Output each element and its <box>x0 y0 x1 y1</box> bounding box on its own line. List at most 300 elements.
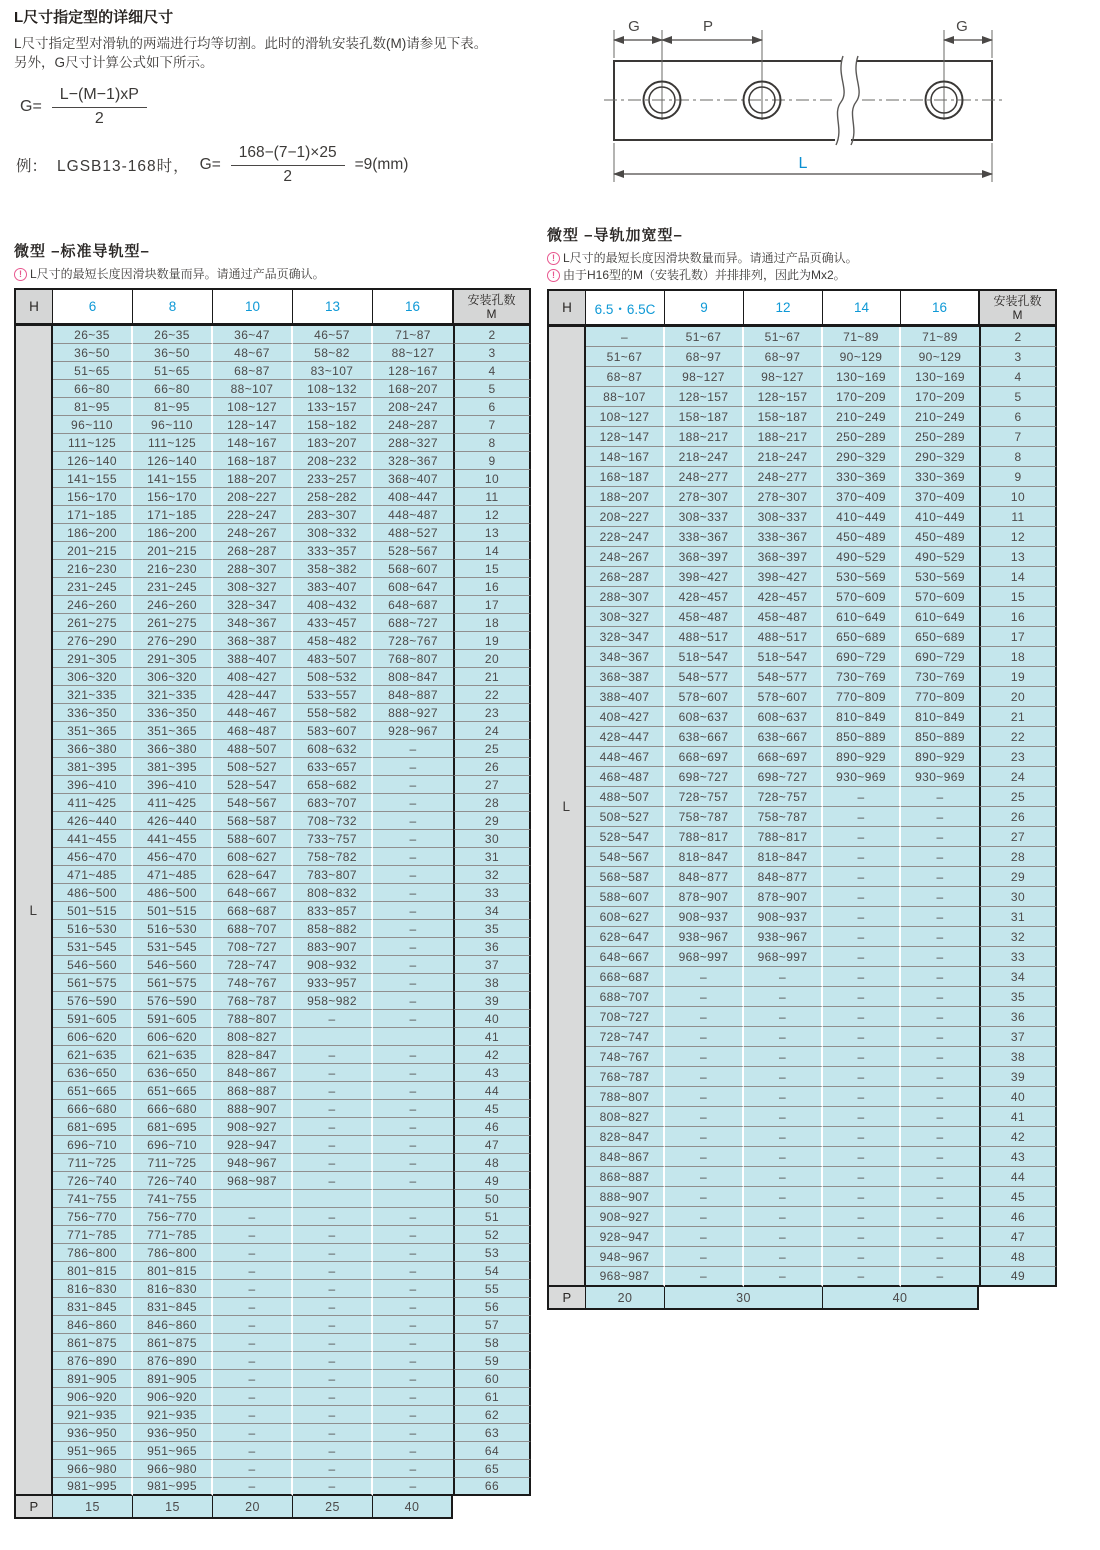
l-range-cell: 908~932 <box>293 956 373 974</box>
l-range-cell: 848~867 <box>213 1064 293 1082</box>
l-range-cell: – <box>823 1127 901 1147</box>
l-range-cell: – <box>293 1460 373 1478</box>
l-range-cell: 210~249 <box>823 407 901 427</box>
l-range-cell: 883~907 <box>293 938 373 956</box>
l-range-cell: 768~787 <box>213 992 293 1010</box>
table-row <box>547 647 1057 667</box>
table-row <box>547 1067 1057 1087</box>
table-row <box>14 1136 531 1154</box>
table-row <box>547 567 1057 587</box>
l-range-cell: 111~125 <box>133 434 213 452</box>
l-range-cell: 928~967 <box>373 722 453 740</box>
table-row <box>14 380 531 398</box>
l-range-cell: 410~449 <box>901 507 979 527</box>
l-range-cell: 441~455 <box>53 830 133 848</box>
m-count-cell: 12 <box>979 527 1057 547</box>
m-count-cell: 28 <box>979 847 1057 867</box>
table-row <box>547 487 1057 507</box>
m-count-cell: 30 <box>453 830 531 848</box>
l-range-cell: 51~67 <box>665 327 744 347</box>
table-row <box>14 1046 531 1064</box>
l-range-cell: 891~905 <box>133 1370 213 1388</box>
l-range-cell: 546~560 <box>133 956 213 974</box>
m-count-cell: 16 <box>453 578 531 596</box>
l-range-cell: 636~650 <box>53 1064 133 1082</box>
l-range-cell: 828~847 <box>586 1127 665 1147</box>
l-range-cell: – <box>901 1227 979 1247</box>
l-range-cell: 808~827 <box>586 1107 665 1127</box>
l-range-cell: 488~517 <box>744 627 823 647</box>
l-range-cell: 708~727 <box>586 1007 665 1027</box>
l-range-cell: 906~920 <box>133 1388 213 1406</box>
l-range-cell: 486~500 <box>133 884 213 902</box>
l-range-cell: 288~307 <box>213 560 293 578</box>
l-range-cell: 368~407 <box>373 470 453 488</box>
l-range-cell: 728~767 <box>373 632 453 650</box>
l-range-cell: 948~967 <box>213 1154 293 1172</box>
l-range-cell: 168~207 <box>373 380 453 398</box>
l-range-cell: 666~680 <box>133 1100 213 1118</box>
l-range-cell: 810~849 <box>823 707 901 727</box>
l-range-cell: 66~80 <box>53 380 133 398</box>
p-label-cell: P <box>547 1287 586 1310</box>
l-range-cell: 758~787 <box>744 807 823 827</box>
l-range-cell: 368~387 <box>213 632 293 650</box>
table-row <box>14 1298 531 1316</box>
g-formula <box>20 86 589 128</box>
m-count-cell: 24 <box>453 722 531 740</box>
l-range-cell: 698~727 <box>665 767 744 787</box>
l-range-cell: – <box>293 1010 373 1028</box>
example-denominator: 2 <box>283 168 292 185</box>
l-range-cell: 168~187 <box>213 452 293 470</box>
l-range-cell: 621~635 <box>133 1046 213 1064</box>
l-range-cell: 890~929 <box>901 747 979 767</box>
l-range-cell: 546~560 <box>53 956 133 974</box>
m-count-cell: 10 <box>979 487 1057 507</box>
m-count-cell: 17 <box>979 627 1057 647</box>
l-range-cell: – <box>823 927 901 947</box>
l-range-cell: 471~485 <box>53 866 133 884</box>
l-range-cell: 690~729 <box>823 647 901 667</box>
l-range-cell: 508~527 <box>586 807 665 827</box>
m-count-cell: 27 <box>453 776 531 794</box>
l-range-cell: 188~207 <box>213 470 293 488</box>
l-range-cell: 576~590 <box>53 992 133 1010</box>
l-range-cell: – <box>293 1370 373 1388</box>
l-range-cell: 938~967 <box>744 927 823 947</box>
table-row <box>547 707 1057 727</box>
m-count-cell: 4 <box>979 367 1057 387</box>
m-count-cell: 46 <box>979 1207 1057 1227</box>
m-count-cell: 18 <box>453 614 531 632</box>
l-range-cell: 428~457 <box>744 587 823 607</box>
l-range-cell: – <box>901 1067 979 1087</box>
m-count-cell: 11 <box>979 507 1057 527</box>
note <box>547 267 1057 284</box>
mount-holes-header <box>453 288 531 326</box>
l-range-cell: 636~650 <box>133 1064 213 1082</box>
l-range-cell: 816~830 <box>53 1280 133 1298</box>
l-range-cell: – <box>373 1298 453 1316</box>
l-range-cell: 848~867 <box>586 1147 665 1167</box>
l-range-cell: 771~785 <box>133 1226 213 1244</box>
l-range-cell: 68~87 <box>213 362 293 380</box>
m-count-cell: 34 <box>453 902 531 920</box>
l-range-cell: – <box>293 1262 373 1280</box>
m-count-cell: 64 <box>453 1442 531 1460</box>
table-row <box>547 1167 1057 1187</box>
l-range-cell: 248~277 <box>744 467 823 487</box>
l-range-cell: 568~587 <box>213 812 293 830</box>
l-range-cell: 308~337 <box>744 507 823 527</box>
table-row <box>14 1172 531 1190</box>
l-range-cell: 336~350 <box>53 704 133 722</box>
l-range-cell: – <box>293 1478 373 1496</box>
table-row <box>547 947 1057 967</box>
standard-rail-title: 微型 –标准导轨型– <box>14 243 150 260</box>
m-count-cell: 40 <box>453 1010 531 1028</box>
pitch-row <box>547 1287 1057 1310</box>
l-range-cell: 608~647 <box>373 578 453 596</box>
l-range-cell: – <box>901 1107 979 1127</box>
l-range-cell: 668~697 <box>744 747 823 767</box>
m-count-cell: 25 <box>979 787 1057 807</box>
l-range-cell: 490~529 <box>901 547 979 567</box>
l-range-cell: – <box>744 1247 823 1267</box>
l-range-cell: 858~882 <box>293 920 373 938</box>
l-range-cell: 788~807 <box>586 1087 665 1107</box>
l-range-cell: 51~67 <box>586 347 665 367</box>
m-count-cell: 47 <box>453 1136 531 1154</box>
l-range-cell: – <box>823 1147 901 1167</box>
l-range-cell: – <box>373 1424 453 1442</box>
l-range-cell: – <box>293 1100 373 1118</box>
table-row <box>14 974 531 992</box>
l-range-cell: 88~127 <box>373 344 453 362</box>
l-range-cell: 890~929 <box>823 747 901 767</box>
l-range-cell: – <box>901 1207 979 1227</box>
m-count-cell: 63 <box>453 1424 531 1442</box>
m-count-cell: 38 <box>453 974 531 992</box>
l-range-cell: 733~757 <box>293 830 373 848</box>
l-range-cell: 966~980 <box>133 1460 213 1478</box>
l-range-cell: 788~817 <box>665 827 744 847</box>
l-range-cell: 111~125 <box>53 434 133 452</box>
m-count-cell: 46 <box>453 1118 531 1136</box>
table-row <box>14 812 531 830</box>
m-count-cell: 3 <box>453 344 531 362</box>
l-range-cell: 68~87 <box>586 367 665 387</box>
rail-drawing <box>604 0 1094 200</box>
table-row <box>14 398 531 416</box>
m-count-cell: 45 <box>979 1187 1057 1207</box>
l-range-cell: – <box>373 992 453 1010</box>
m-count-cell: 8 <box>453 434 531 452</box>
m-count-cell: 9 <box>979 467 1057 487</box>
l-range-cell: 208~227 <box>213 488 293 506</box>
dim-label-l: L <box>798 155 808 172</box>
l-range-cell: – <box>665 1067 744 1087</box>
m-count-cell: 55 <box>453 1280 531 1298</box>
l-range-cell: 650~689 <box>823 627 901 647</box>
l-range-cell: 756~770 <box>133 1208 213 1226</box>
l-range-cell: – <box>823 787 901 807</box>
wide-rail-table <box>547 289 1057 1310</box>
l-range-cell: 158~187 <box>665 407 744 427</box>
l-range-cell: 698~727 <box>744 767 823 787</box>
m-count-cell: 32 <box>979 927 1057 947</box>
l-range-cell: 608~627 <box>586 907 665 927</box>
l-range-cell: 36~50 <box>53 344 133 362</box>
l-range-cell: 758~787 <box>665 807 744 827</box>
l-range-cell: – <box>665 987 744 1007</box>
l-range-cell: – <box>665 1187 744 1207</box>
l-range-cell: 868~887 <box>586 1167 665 1187</box>
l-range-cell: 688~707 <box>213 920 293 938</box>
l-range-cell: 711~725 <box>53 1154 133 1172</box>
table-row <box>547 467 1057 487</box>
table-row <box>14 758 531 776</box>
table-row <box>547 747 1057 767</box>
m-count-cell: 45 <box>453 1100 531 1118</box>
table-row <box>14 776 531 794</box>
p-value-cell: 15 <box>53 1496 133 1519</box>
l-range-cell: 570~609 <box>823 587 901 607</box>
l-range-cell: 486~500 <box>53 884 133 902</box>
l-range-cell: – <box>744 1127 823 1147</box>
table-row <box>547 1187 1057 1207</box>
warning-icon: ! <box>547 269 560 282</box>
table-row <box>14 794 531 812</box>
l-range-cell: – <box>744 1147 823 1167</box>
table-row <box>547 367 1057 387</box>
l-range-cell: 201~215 <box>133 542 213 560</box>
l-range-cell: – <box>665 967 744 987</box>
l-range-cell: – <box>744 967 823 987</box>
l-range-cell: – <box>823 1187 901 1207</box>
l-range-cell: 770~809 <box>901 687 979 707</box>
l-range-cell: 868~887 <box>213 1082 293 1100</box>
l-range-cell: 648~667 <box>213 884 293 902</box>
l-range-cell: – <box>293 1154 373 1172</box>
table-row <box>14 1370 531 1388</box>
l-range-cell: – <box>901 907 979 927</box>
l-range-cell: 328~347 <box>586 627 665 647</box>
table-row <box>14 650 531 668</box>
m-count-cell: 26 <box>979 807 1057 827</box>
l-range-cell: 108~127 <box>586 407 665 427</box>
l-range-cell: 108~132 <box>293 380 373 398</box>
l-range-cell: 308~327 <box>586 607 665 627</box>
l-range-cell: 651~665 <box>53 1082 133 1100</box>
table-row <box>14 560 531 578</box>
l-range-cell: 771~785 <box>53 1226 133 1244</box>
l-range-cell: – <box>373 1010 453 1028</box>
l-range-cell: – <box>823 967 901 987</box>
l-range-cell: 188~217 <box>744 427 823 447</box>
l-range-cell: 228~247 <box>213 506 293 524</box>
table-row <box>14 884 531 902</box>
m-count-cell: 43 <box>979 1147 1057 1167</box>
table-row <box>14 578 531 596</box>
table-row <box>14 632 531 650</box>
table-row <box>14 488 531 506</box>
l-range-cell: 250~289 <box>901 427 979 447</box>
m-count-cell: 13 <box>453 524 531 542</box>
l-range-cell: 246~260 <box>53 596 133 614</box>
l-range-cell: – <box>901 987 979 1007</box>
m-count-cell: 41 <box>453 1028 531 1046</box>
m-count-cell: 42 <box>979 1127 1057 1147</box>
table-row <box>14 542 531 560</box>
l-range-cell: 288~327 <box>373 434 453 452</box>
l-range-cell: 628~647 <box>213 866 293 884</box>
l-range-cell: 928~947 <box>586 1227 665 1247</box>
table-row <box>14 902 531 920</box>
l-range-cell: 966~980 <box>53 1460 133 1478</box>
table-row <box>547 687 1057 707</box>
l-range-cell: 450~489 <box>901 527 979 547</box>
l-range-cell: – <box>901 1147 979 1167</box>
l-range-cell: 488~507 <box>586 787 665 807</box>
l-range-cell: 888~927 <box>373 704 453 722</box>
m-count-cell: 47 <box>979 1227 1057 1247</box>
m-count-cell: 5 <box>453 380 531 398</box>
l-range-cell: 606~620 <box>133 1028 213 1046</box>
l-range-cell: – <box>823 1027 901 1047</box>
l-range-cell: – <box>901 827 979 847</box>
m-count-cell: 23 <box>979 747 1057 767</box>
l-range-cell: – <box>744 1267 823 1287</box>
l-range-cell: 351~365 <box>53 722 133 740</box>
l-range-cell: 741~755 <box>53 1190 133 1208</box>
l-range-cell: – <box>665 1267 744 1287</box>
l-range-cell: 608~632 <box>293 740 373 758</box>
p-value-cell: 20 <box>586 1287 665 1310</box>
p-value-cell: 40 <box>823 1287 979 1310</box>
l-range-cell: 381~395 <box>53 758 133 776</box>
m-count-cell: 49 <box>453 1172 531 1190</box>
l-range-cell: 348~367 <box>213 614 293 632</box>
m-count-cell: 35 <box>453 920 531 938</box>
l-range-cell: 726~740 <box>133 1172 213 1190</box>
table-row <box>14 686 531 704</box>
l-range-cell: 456~470 <box>133 848 213 866</box>
table-row <box>14 1442 531 1460</box>
l-range-cell: 951~965 <box>133 1442 213 1460</box>
dim-label-g-right: G <box>956 18 968 35</box>
l-range-cell: 846~860 <box>133 1316 213 1334</box>
table-row <box>547 507 1057 527</box>
l-range-cell: 278~307 <box>744 487 823 507</box>
l-range-cell: 783~807 <box>293 866 373 884</box>
l-range-cell: 71~89 <box>823 327 901 347</box>
l-range-cell: 328~347 <box>213 596 293 614</box>
l-range-cell: 861~875 <box>133 1334 213 1352</box>
l-range-cell: 290~329 <box>901 447 979 467</box>
l-range-cell: 638~667 <box>744 727 823 747</box>
l-range-cell: 148~167 <box>213 434 293 452</box>
l-range-cell: 148~167 <box>586 447 665 467</box>
l-range-cell: – <box>293 1208 373 1226</box>
table-row <box>547 1127 1057 1147</box>
p-label-cell: P <box>14 1496 53 1519</box>
m-count-cell: 22 <box>979 727 1057 747</box>
m-count-cell: 37 <box>979 1027 1057 1047</box>
l-range-cell: – <box>373 1334 453 1352</box>
l-range-cell: 878~907 <box>744 887 823 907</box>
table-row <box>14 1280 531 1298</box>
table-row <box>547 927 1057 947</box>
p-value-cell: 20 <box>213 1496 293 1519</box>
l-range-cell: – <box>901 947 979 967</box>
l-range-cell: – <box>373 1388 453 1406</box>
l-range-cell: 126~140 <box>53 452 133 470</box>
l-range-cell: 186~200 <box>133 524 213 542</box>
l-range-cell: 448~487 <box>373 506 453 524</box>
table-row <box>14 1010 531 1028</box>
l-range-cell: 728~747 <box>586 1027 665 1047</box>
m-count-cell: 49 <box>979 1267 1057 1287</box>
l-range-cell: 758~782 <box>293 848 373 866</box>
l-range-cell: 501~515 <box>53 902 133 920</box>
l-range-cell: – <box>293 1280 373 1298</box>
l-range-cell: – <box>823 947 901 967</box>
l-range-cell: – <box>373 848 453 866</box>
table-row <box>14 362 531 380</box>
m-count-cell: 66 <box>453 1478 531 1496</box>
l-range-cell: – <box>373 1100 453 1118</box>
l-range-cell: – <box>901 787 979 807</box>
l-range-cell: – <box>293 1424 373 1442</box>
m-count-cell: 58 <box>453 1334 531 1352</box>
l-range-cell: 128~147 <box>586 427 665 447</box>
l-range-cell: – <box>744 987 823 1007</box>
table-row <box>547 347 1057 367</box>
l-range-cell: 68~97 <box>744 347 823 367</box>
l-range-cell: – <box>665 1147 744 1167</box>
l-range-cell: 688~707 <box>586 987 665 1007</box>
l-range-cell: – <box>373 812 453 830</box>
l-range-cell: – <box>823 1207 901 1227</box>
table-row <box>14 668 531 686</box>
l-range-cell: 231~245 <box>53 578 133 596</box>
l-range-cell: 548~567 <box>213 794 293 812</box>
l-range-cell: 728~757 <box>744 787 823 807</box>
l-range-cell: 633~657 <box>293 758 373 776</box>
l-range-cell: 351~365 <box>133 722 213 740</box>
m-count-cell: 27 <box>979 827 1057 847</box>
note-text: L尺寸的最短长度因滑块数量而异。请通过产品页确认。 <box>563 251 858 265</box>
table-row <box>14 938 531 956</box>
l-range-cell: 426~440 <box>53 812 133 830</box>
l-range-cell: 96~110 <box>53 416 133 434</box>
height-column-header: 10 <box>213 288 293 326</box>
l-range-cell: 208~227 <box>586 507 665 527</box>
l-range-cell: 588~607 <box>586 887 665 907</box>
m-count-cell: 62 <box>453 1406 531 1424</box>
l-range-cell: 338~367 <box>744 527 823 547</box>
l-range-cell: 568~607 <box>373 560 453 578</box>
l-range-cell: 396~410 <box>53 776 133 794</box>
l-range-cell: 370~409 <box>901 487 979 507</box>
l-range-cell: 591~605 <box>133 1010 213 1028</box>
l-range-cell: 210~249 <box>901 407 979 427</box>
l-range-cell: 458~487 <box>665 607 744 627</box>
l-range-cell: – <box>373 1046 453 1064</box>
l-range-cell: 833~857 <box>293 902 373 920</box>
